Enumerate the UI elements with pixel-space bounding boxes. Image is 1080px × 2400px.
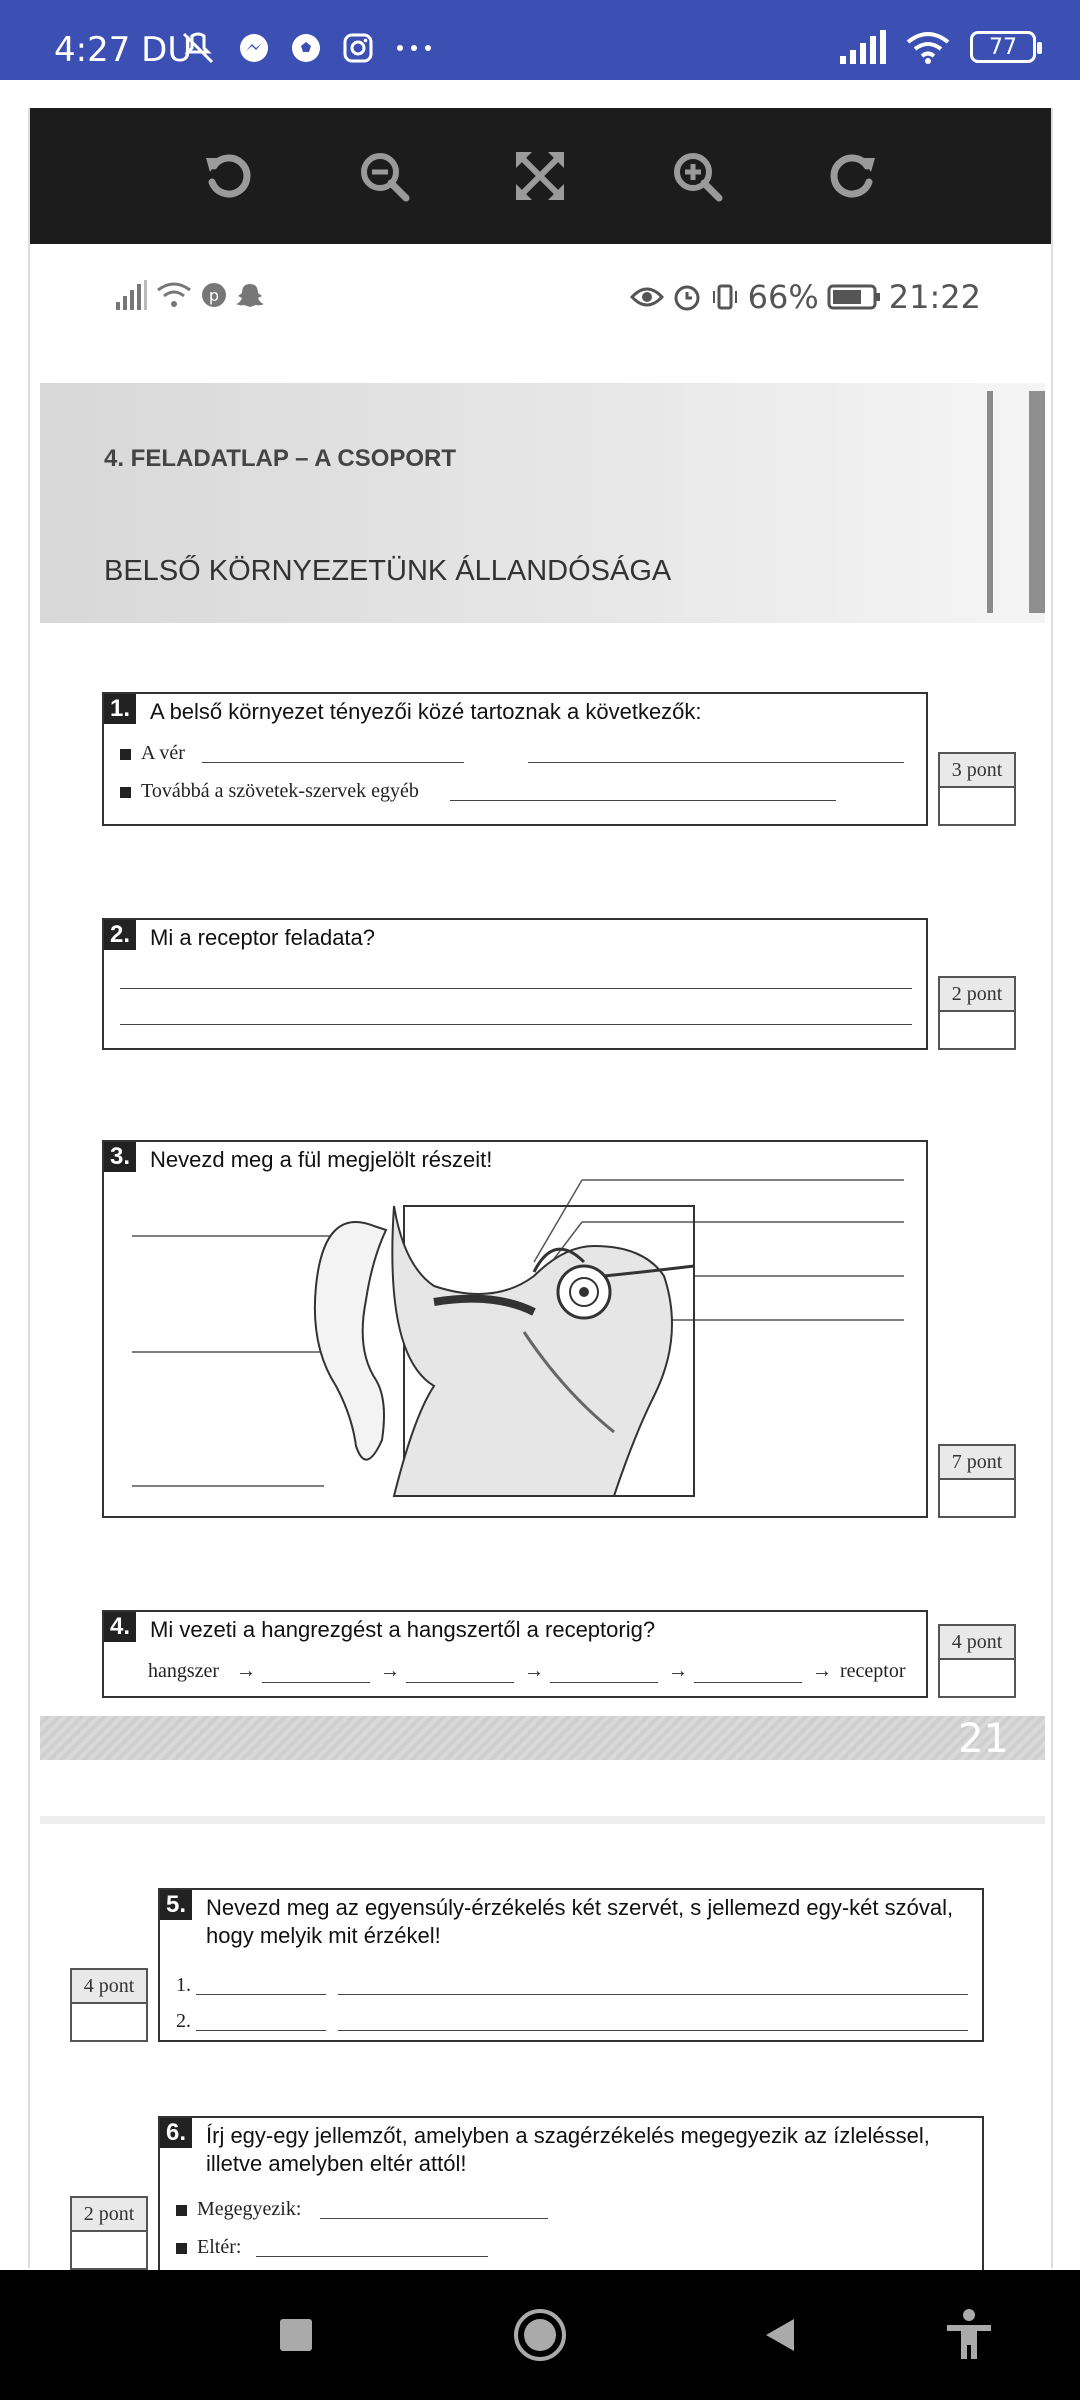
task-question: Mi a receptor feladata?	[150, 925, 376, 950]
task-number: 5.	[160, 1890, 192, 1920]
task-number: 2.	[104, 920, 136, 950]
points-box	[938, 976, 1016, 1050]
item-number: 2.	[176, 2010, 191, 2032]
zoom-out-icon	[356, 148, 412, 204]
task-2	[102, 918, 928, 1050]
points-box	[70, 2196, 148, 2270]
task-1	[102, 692, 928, 826]
answer-line[interactable]	[406, 1682, 514, 1683]
vibrate-icon	[710, 282, 740, 312]
answer-line[interactable]	[262, 1682, 370, 1683]
task-number: 4.	[104, 1612, 136, 1642]
rotate-left-button[interactable]	[198, 146, 258, 206]
worksheet-title: BELSŐ KÖRNYEZETÜNK ÁLLANDÓSÁGA	[104, 555, 672, 587]
soccer-icon	[290, 32, 322, 64]
inner-status-icons	[114, 280, 264, 310]
zoom-in-button[interactable]	[667, 146, 727, 206]
points-label: 2 pont	[72, 2198, 146, 2232]
battery-level: 77	[989, 34, 1017, 60]
rotate-right-icon	[825, 148, 881, 204]
chain-end: receptor	[840, 1660, 906, 1682]
status-time: 4:27 DU	[54, 30, 193, 70]
rotate-left-icon	[200, 148, 256, 204]
accessibility-button[interactable]	[934, 2300, 1004, 2370]
answer-line[interactable]	[196, 1994, 326, 1995]
banner-edge	[1029, 391, 1045, 613]
arrow-icon: →	[236, 1660, 256, 1682]
more-icon	[394, 42, 434, 54]
status-bar	[0, 0, 1080, 80]
task-3	[102, 1140, 928, 1518]
inner-battery-percent: 66%	[747, 278, 819, 316]
task-number: 1.	[104, 694, 136, 724]
snapchat-icon	[236, 281, 264, 309]
mute-icon	[178, 30, 218, 66]
wifi-icon	[156, 280, 192, 310]
task-question: Mi vezeti a hangrezgést a hangszertől a receptorig?	[150, 1617, 656, 1642]
image-viewer[interactable]	[28, 108, 1053, 2268]
back-icon	[760, 2315, 800, 2355]
signal-icon	[838, 30, 886, 64]
status-left-icons	[178, 30, 434, 66]
instagram-icon	[342, 32, 374, 64]
points-label: 2 pont	[940, 978, 1014, 1012]
home-icon	[512, 2307, 568, 2363]
points-label: 4 pont	[940, 1626, 1014, 1660]
answer-line[interactable]	[120, 1024, 912, 1025]
messenger-icon	[238, 32, 270, 64]
home-button[interactable]	[505, 2300, 575, 2370]
points-label: 7 pont	[940, 1446, 1014, 1480]
svg-text:p: p	[208, 286, 220, 305]
answer-line[interactable]	[338, 1994, 968, 1995]
answer-line[interactable]	[694, 1682, 802, 1683]
task-4	[102, 1610, 928, 1698]
signal-icon	[114, 280, 148, 310]
arrow-icon: →	[812, 1660, 832, 1682]
item-number: 1.	[176, 1974, 191, 1996]
ear-diagram	[104, 1142, 930, 1520]
recents-button[interactable]	[261, 2300, 331, 2370]
answer-row	[120, 780, 419, 803]
alarm-icon	[672, 282, 702, 312]
battery-icon	[970, 31, 1036, 63]
accessibility-icon	[941, 2307, 997, 2363]
answer-label: Továbbá a szövetek-szervek egyéb	[141, 780, 419, 802]
arrow-icon: →	[524, 1660, 544, 1682]
wifi-icon	[906, 30, 950, 64]
zoom-in-icon	[669, 148, 725, 204]
task-question: Nevezd meg a fül megjelölt részeit!	[150, 1147, 493, 1172]
points-box	[938, 1444, 1016, 1518]
zoom-out-button[interactable]	[354, 146, 414, 206]
points-label: 4 pont	[72, 1970, 146, 2004]
answer-line[interactable]	[550, 1682, 658, 1683]
points-box	[938, 1624, 1016, 1698]
worksheet-header	[40, 383, 1045, 623]
navigation-bar	[0, 2270, 1080, 2400]
fit-screen-button[interactable]	[510, 146, 570, 206]
page-separator	[40, 1816, 1045, 1824]
battery-icon	[827, 283, 881, 311]
inner-status-row	[30, 266, 1051, 326]
task-question: A belső környezet tényezői közé tartoznak a következők:	[150, 699, 702, 724]
answer-label: Megegyezik:	[197, 2198, 302, 2220]
answer-line[interactable]	[450, 800, 836, 801]
answer-label: A vér	[141, 742, 185, 764]
square-icon	[278, 2317, 314, 2353]
worksheet-subtitle: 4. FELADATLAP – A CSOPORT	[104, 445, 457, 472]
answer-line[interactable]	[338, 2030, 968, 2031]
eye-icon	[630, 285, 664, 309]
status-right-icons	[838, 30, 1036, 64]
task-6	[158, 2116, 984, 2278]
viewer-toolbar	[30, 108, 1051, 244]
task-number: 6.	[160, 2118, 192, 2148]
task-5	[158, 1888, 984, 2042]
answer-line[interactable]	[120, 988, 912, 989]
arrow-icon: →	[380, 1660, 400, 1682]
inner-status-right	[630, 278, 981, 316]
task-question: Írj egy-egy jellemzőt, amelyben a szagérzékelés megegyezik az ízleléssel, illetve amelyben eltér attól!	[206, 2123, 930, 2176]
inner-time: 21:22	[888, 278, 981, 316]
points-box	[938, 752, 1016, 826]
chain-start: hangszer	[148, 1660, 220, 1682]
answer-line[interactable]	[196, 2030, 326, 2031]
answer-row	[176, 2198, 301, 2221]
answer-row	[120, 742, 185, 765]
answer-line[interactable]	[256, 2256, 488, 2257]
back-button[interactable]	[745, 2300, 815, 2370]
banner-divider	[987, 391, 993, 613]
arrow-icon: →	[668, 1660, 688, 1682]
expand-icon	[512, 148, 568, 204]
answer-line[interactable]	[202, 762, 464, 763]
page-number: 21	[958, 1716, 1009, 1762]
answer-row	[176, 2236, 241, 2259]
task-question: Nevezd meg az egyensúly-érzékelés két szervét, s jellemezd egy-két szóval, hogy melyik mit érzékel!	[206, 1895, 954, 1948]
answer-line[interactable]	[528, 762, 904, 763]
page-footer	[40, 1716, 1045, 1760]
pinterest-icon	[200, 281, 228, 309]
task-number: 3.	[104, 1142, 136, 1172]
answer-label: Eltér:	[197, 2236, 242, 2258]
points-box	[70, 1968, 148, 2042]
answer-line[interactable]	[320, 2218, 548, 2219]
points-label: 3 pont	[940, 754, 1014, 788]
rotate-right-button[interactable]	[823, 146, 883, 206]
